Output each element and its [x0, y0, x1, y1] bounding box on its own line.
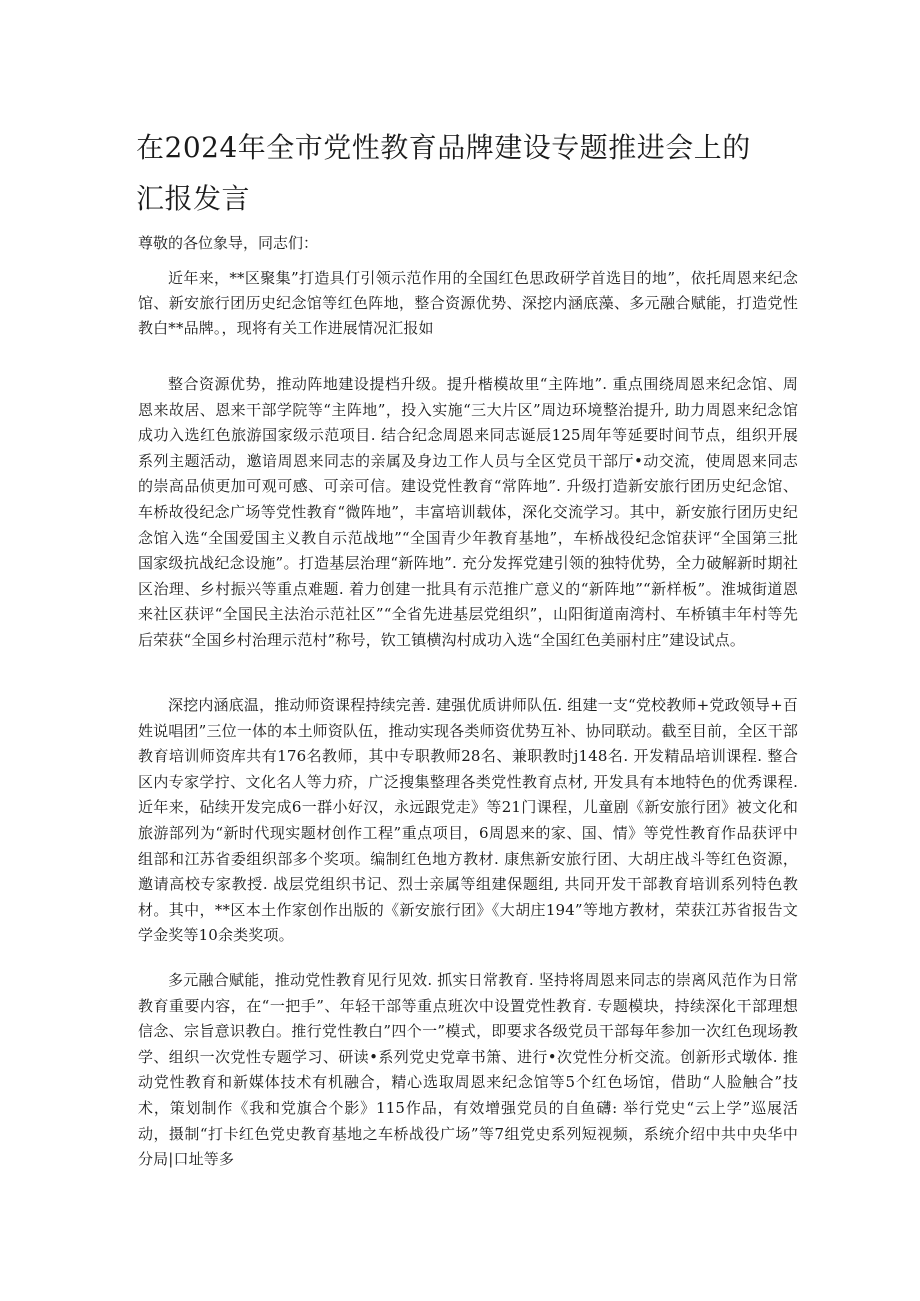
salutation: 尊敬的各位象导，同志们： — [138, 234, 319, 252]
paragraph-integration: 多元融合赋能，推动党性教育见行见效. 抓实日常教育. 坚持将周恩来同志的崇离风范作为日常教育重要内容，在“一把手”、年轻干部等重点班次中设置党性教育. 专题模块，持续深化干部理想信念、宗旨意识教白。推行党性教白”四个一”模式，即要求各级党员干部每年参加一次红色现场教学、组织一次党性专题学习、研读•系列党史党章书箫、进行•次党性分析交流。创新形式墩体. 推动党性教育和新媒体技术有机融合，精心选取周恩来纪念馆等5个红色场馆，借助“人脸触合”技术，策划制作《我和党旗合个影》115作品，有效增强党员的自鱼礴: 举行党史“云上学”巡展活动，摄制“打卡红色党史教育基地之车桥战役广场”等7组党史系列短视频，系统介绍中共中央华中分局|口址等多 — [138, 971, 798, 1169]
paragraph-intro: 近年来，**区聚集”打造具仃引领示范作用的全国红色思政研学首选目的地”，依托周恩来纪念馆、新安旅行团历史纪念馆等红色阵地，整合资源优势、深挖内涵底藻、多元融合赋能，打造党性教白**品牌。，现将有关工作进展情况汇报如 — [138, 269, 798, 337]
document-title: 在2024年全市党性教育品牌建设专题推进会上的汇报发言 — [136, 131, 751, 215]
paragraph-teachers: 深挖内涵底温，推动师资课程持续完善. 建强优质讲师队伍. 组建一支“党校教师+党政领导+百姓说唱团”三位一体的本土师资队伍，推动实现各类师资优势互补、协同联动。截至目前，全区干部教育培训师资库共有176名教师，其中专职教师28名、兼职教时j148名. 开发精品培训课程. 整合区内专家学拧、文化名人等力疥，广泛搜集整理各类党性教育点材, 开发具有本地特色的优秀课程. 近年来，砧续开发完成6一群小好汉，永远跟党走》等21门课程，儿童剧《新安旅行团》被文化和旅游部列为“新时代现实题材创作工程”重点项目，6周恩来的家、国、情》等党性教育作品获评中组部和江苏省委组织部多个奖项。编制红色地方教材. 康焦新安旅行团、大胡庄战斗等红色资源，邀请高校专家教授. 战层党组织书记、烈士亲属等组建保题组, 共同开发干部教育培训系列特色教材。其中，**区本土作家创作出版的《新安旅行团》《大胡庄194”等地方教材，荣获江苏省报告文学金奖等10余类奖项。 — [138, 696, 798, 945]
paragraph-resources: 整合资源优势，推动阵地建设提档升级。提升楷模故里“主阵地”. 重点围绕周恩来纪念馆、周恩来故居、恩来干部学院等“主阵地”，投入实施“三大片区”周边环境整治提升, 助力周恩来纪念馆成功入选红色旅游国家级示范项目. 结合纪念周恩来同志诞辰125周年等延要时间节点，组织开展系列主题活动，邀谙周恩来同志的亲属及身边工作人员与全区党员干部厅•动交流，使周恩来同志的崇高品侦更加可观可感、可亲可信。建设党性教育“常阵地”. 升级打造新安旅行团历史纪念馆、车桥故役纪念广场等党性教育“微阵地”，丰富培训载体，深化交流学习。其中，新安旅行团历史纪念馆入选“全国爱国主义教自示范战地”“全国青少年教育基地”，车桥战役纪念馆获评“全国第三批国家级抗战纪念设施”。打造基层治理“新阵地”. 充分发挥党建引领的独特优势，全力破解新时期社区治理、乡村振兴等重点难题. 着力创建一批具有示范推广意义的“新阵地”“新样板”。淮城街道恩来社区获评“全国民主法治示范社区”“全省先进基层党组织”，山阳街道南湾村、车桥镇丰年村等先后荣获“全国乡村治理示范村”称号，钦工镇横沟村成功入选“全国红色美丽村庄”建设试点。 — [138, 375, 798, 649]
